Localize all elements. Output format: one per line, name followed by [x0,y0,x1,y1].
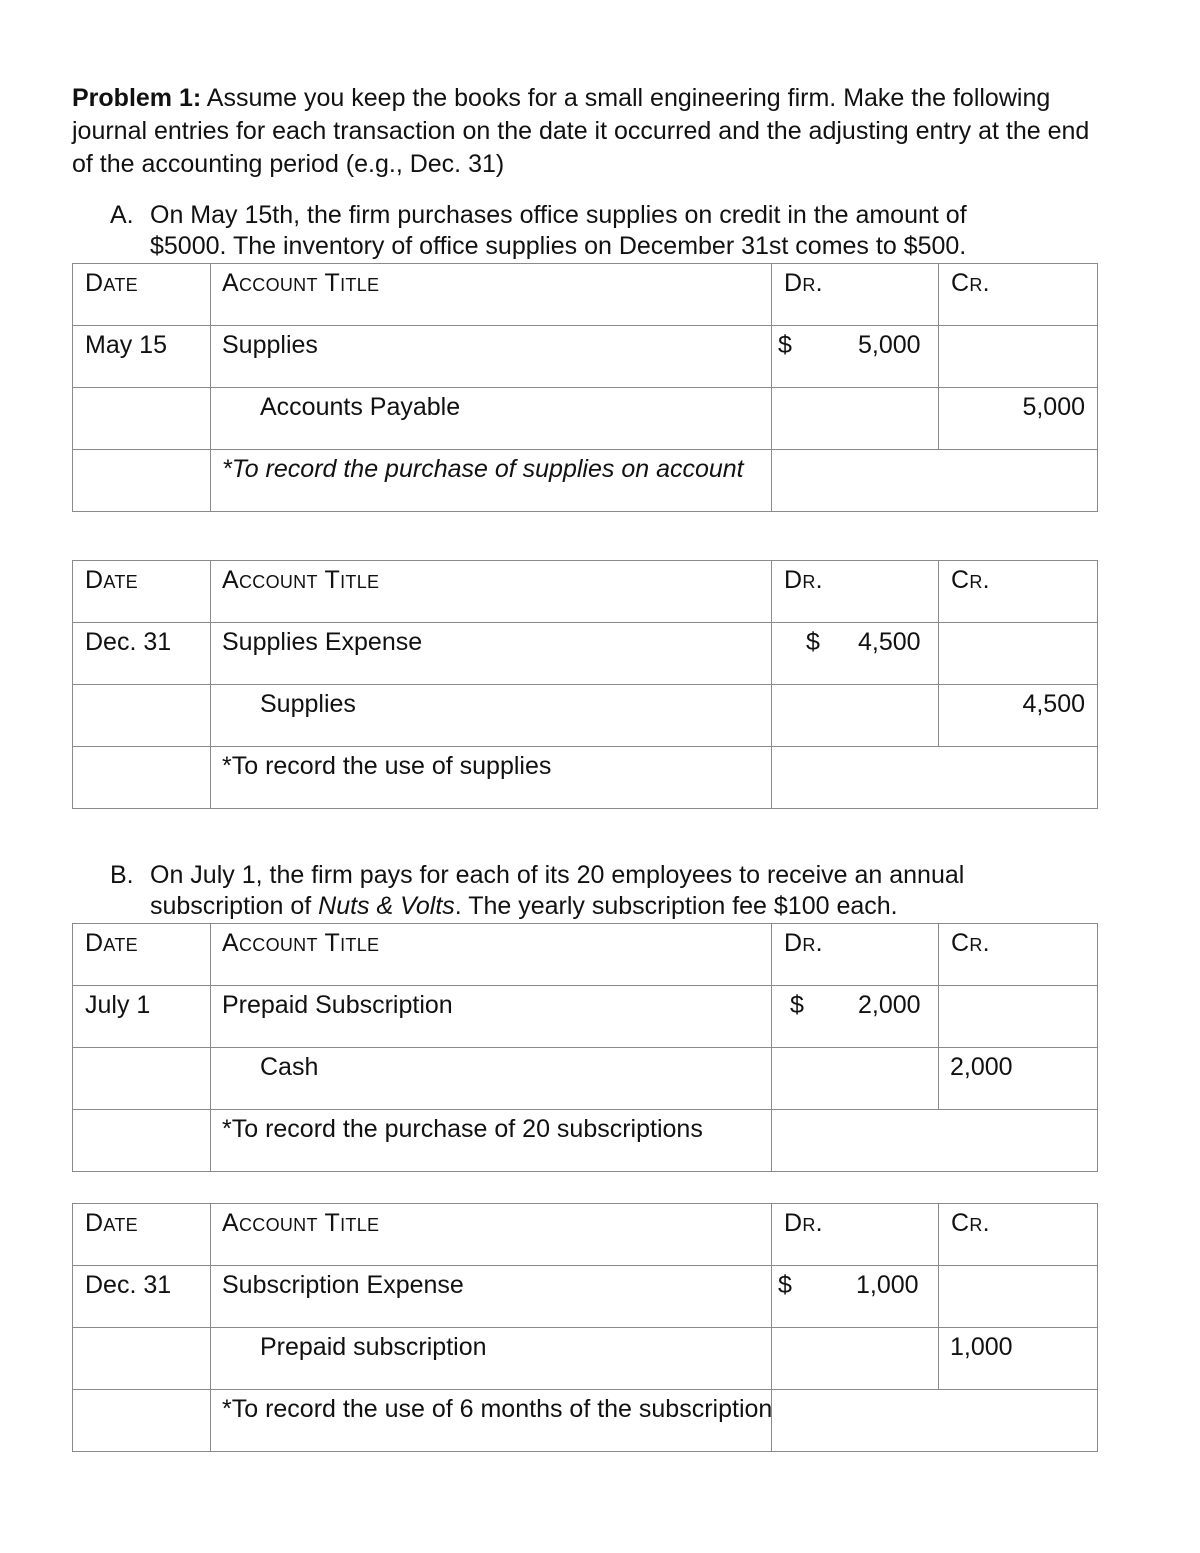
debit-header: Dr. [772,924,939,986]
credit-amount: 1,000 [939,1328,1098,1390]
entry-date [73,747,211,809]
entry-memo: *To record the purchase of supplies on account [211,450,772,512]
entry-date [73,1048,211,1110]
debit-cell [772,747,939,809]
part-b-description [110,860,1110,922]
date-header: Date [73,561,211,623]
table-row [73,1266,1098,1328]
credit-amount: 5,000 [939,388,1098,450]
table-header-row [73,264,1098,326]
table-row [73,747,1098,809]
debit-amount: 5,000 [858,331,921,359]
entry-date: Dec. 31 [73,623,211,685]
entry-date: May 15 [73,326,211,388]
table-row [73,388,1098,450]
credit-cell [939,326,1098,388]
credit-header: Cr. [939,1204,1098,1266]
credit-header: Cr. [939,924,1098,986]
credit-amount: 2,000 [939,1048,1098,1110]
debit-cell [772,1048,939,1110]
entry-date [73,388,211,450]
magazine-title: Nuts & Volts [318,892,455,920]
entry-memo: *To record the purchase of 20 subscriptions [211,1110,772,1172]
entry-date [73,1390,211,1452]
part-a-label: A. [110,201,134,229]
part-b-label: B. [110,861,134,889]
debit-header: Dr. [772,561,939,623]
credit-account: Prepaid subscription [211,1328,772,1390]
entry-memo: *To record the use of 6 months of the subscription [211,1390,772,1452]
debit-cell [772,1390,939,1452]
date-header: Date [73,1204,211,1266]
part-b-line2-b: . The yearly subscription fee $100 each. [454,892,898,920]
entry-date [73,1328,211,1390]
account-title-header: Account Title [211,561,772,623]
credit-header: Cr. [939,561,1098,623]
credit-cell [939,1390,1098,1452]
part-b-line2-a: subscription of [150,892,319,920]
credit-header: Cr. [939,264,1098,326]
credit-cell [939,623,1098,685]
entry-memo: *To record the use of supplies [211,747,772,809]
debit-header: Dr. [772,1204,939,1266]
table-row [73,623,1098,685]
journal-table-2 [72,560,1098,809]
debit-cell [772,986,939,1048]
problem-statement [72,82,1112,181]
debit-amount: 4,500 [858,628,921,656]
table-row [73,685,1098,747]
dollar-sign: $ [790,991,804,1019]
debit-cell [772,1110,939,1172]
entry-date: July 1 [73,986,211,1048]
table-row [73,450,1098,512]
table-row [73,986,1098,1048]
problem-label: Problem 1: [72,84,202,112]
dollar-sign: $ [778,331,792,359]
entry-date [73,1110,211,1172]
account-title-header: Account Title [211,1204,772,1266]
debit-cell [772,388,939,450]
table-row [73,1328,1098,1390]
debit-cell [772,685,939,747]
dollar-sign: $ [806,628,820,656]
part-a-line2: $5000. The inventory of office supplies on December 31st comes to $500. [150,232,967,260]
table-header-row [73,561,1098,623]
credit-cell [939,1266,1098,1328]
debit-amount: 1,000 [856,1271,919,1299]
journal-table-3 [72,923,1098,1172]
date-header: Date [73,924,211,986]
debit-cell [772,623,939,685]
table-header-row [73,924,1098,986]
part-a-description [110,200,1110,262]
credit-cell [939,986,1098,1048]
debit-cell [772,1328,939,1390]
credit-amount: 4,500 [939,685,1098,747]
debit-cell [772,326,939,388]
debit-account: Prepaid Subscription [211,986,772,1048]
part-b-line1: On July 1, the firm pays for each of its 20 employees to receive an annual [150,861,965,889]
entry-date [73,450,211,512]
account-title-header: Account Title [211,924,772,986]
debit-amount: 2,000 [858,991,921,1019]
table-row [73,1390,1098,1452]
debit-header: Dr. [772,264,939,326]
credit-cell [939,1110,1098,1172]
debit-cell [772,450,939,512]
table-row [73,1110,1098,1172]
date-header: Date [73,264,211,326]
account-title-header: Account Title [211,264,772,326]
part-a-line1: On May 15th, the firm purchases office supplies on credit in the amount of [150,201,967,229]
credit-cell [939,747,1098,809]
debit-account: Supplies Expense [211,623,772,685]
debit-cell [772,1266,939,1328]
credit-account: Cash [211,1048,772,1110]
dollar-sign: $ [778,1271,792,1299]
entry-date: Dec. 31 [73,1266,211,1328]
part-b-line2 [110,891,1110,922]
credit-cell [939,450,1098,512]
credit-account: Accounts Payable [211,388,772,450]
problem-text: Assume you keep the books for a small engineering firm. Make the following journal entries for each transaction on the date it occurred and the adjusting entry at the end of the accounting period (e.g., Dec. 31) [72,84,1090,178]
journal-table-1 [72,263,1098,512]
table-row [73,326,1098,388]
journal-table-4 [72,1203,1098,1452]
credit-account: Supplies [211,685,772,747]
table-row [73,1048,1098,1110]
table-header-row [73,1204,1098,1266]
debit-account: Subscription Expense [211,1266,772,1328]
debit-account: Supplies [211,326,772,388]
entry-date [73,685,211,747]
